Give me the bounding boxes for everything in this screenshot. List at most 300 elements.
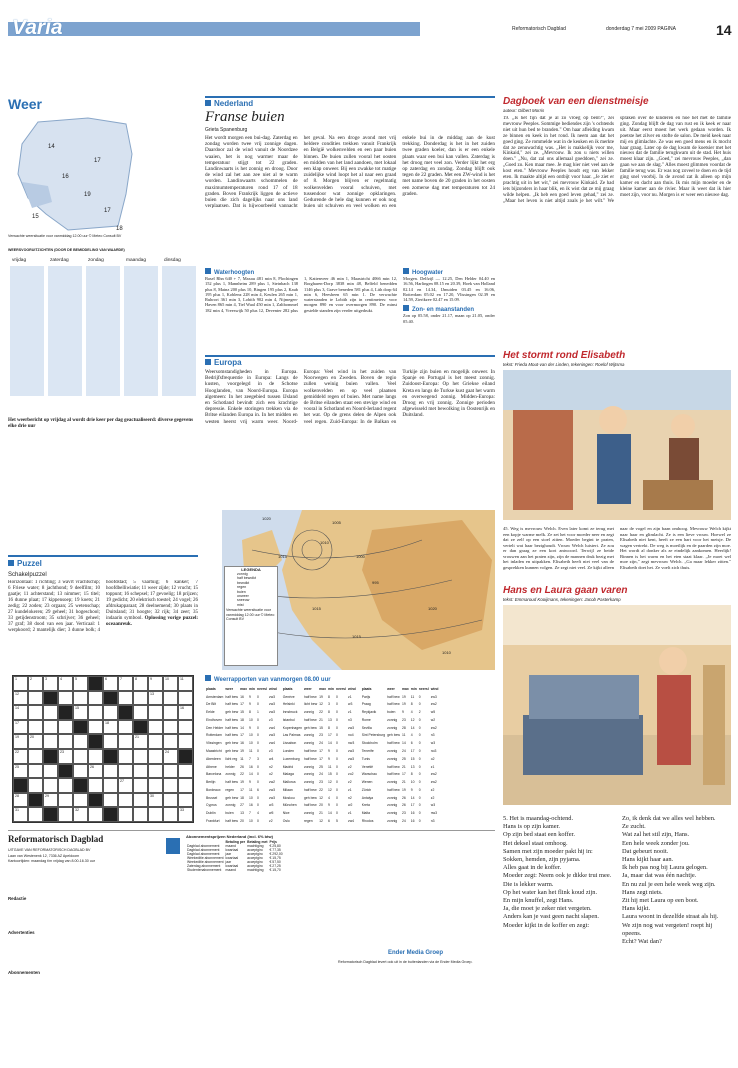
isobar-label: 1005 [332,520,341,525]
table-cell: 25 [319,764,323,769]
table-cell: Milaan [282,787,293,792]
table-cell: 17 [240,733,244,738]
table-header-cell: max [401,686,409,691]
issue-date: donderdag 7 mei 2009 PAGINA [606,26,676,32]
puzzle-title: Schakelpuzzel [8,572,47,578]
grid-cell[interactable] [148,778,163,793]
table-row [282,794,357,802]
table-header-cell: wind [269,686,277,691]
table-header-cell: neersl [418,686,429,691]
divider [8,555,198,557]
grid-cell[interactable] [103,734,118,749]
table-header-cell: plaats [282,686,293,691]
story-author: tekst: Frieda Mout-van der Linden, tekeningen: Roelof Wijtsma [503,362,625,367]
table-cell: Nice [282,811,290,816]
table-cell: 17 [319,749,323,753]
grid-cell[interactable] [133,691,148,706]
table-cell: Rhodos [361,819,374,823]
section-label: Weerrapporten van vanmorgen 08.00 uur [205,675,495,683]
grid-cell[interactable] [163,764,178,779]
grid-cell[interactable] [43,734,58,749]
grid-cell[interactable] [103,778,118,793]
table-cell: 21 [319,811,323,816]
table-cell: Mallorca [282,780,296,785]
grid-cell[interactable] [163,676,178,691]
legend-item: half bewolkt [237,576,256,581]
table-cell: 6 [410,741,413,746]
table-cell: half bew [303,749,317,753]
grid-cell[interactable] [43,778,58,793]
table-cell: Sint Petersburg [361,733,386,738]
table-cell: geh bew [225,741,239,746]
grid-cell[interactable] [163,778,178,793]
grid-cell[interactable] [118,676,133,691]
table-cell: w5 [269,811,274,816]
grid-cell[interactable] [28,764,43,779]
grid-cell[interactable] [133,764,148,779]
grid-cell[interactable] [28,691,43,706]
grid-cell[interactable] [43,705,58,720]
grid-block [118,705,133,720]
table-cell: 0 [418,811,421,816]
table-cell: half bew [303,803,317,808]
table-cell: 27 [240,803,244,808]
grid-cell[interactable] [178,793,193,808]
grid-cell[interactable] [28,720,43,735]
table-cell: zw3 [269,787,276,792]
grid-cell[interactable] [178,764,193,779]
isobar-label: 1010 [442,650,451,655]
table-cell: Madrid [282,764,294,769]
table-cell: € 15,75 [269,856,281,860]
table-cell: w3 [430,803,436,808]
weather-panel [8,96,198,441]
crossword-grid[interactable] [12,675,194,823]
grid-cell[interactable] [163,793,178,808]
table-cell: 24 [319,772,323,777]
grid-number: 32 [75,808,79,813]
story-line: Wat zal het stil zijn, Hans. [622,831,690,839]
section-label: Waterhoogten [205,268,495,276]
grid-cell[interactable] [58,793,73,808]
isobar-label: 1000 [356,554,365,559]
table-cell: 17 [410,749,415,753]
table-cell: Weekeditie abonnement [187,856,224,860]
hoogwater-body: Morgen. Delfzijl — 12.25, Den Helder 04.40 en 16.56, Harlingen 08.15 en 20.39, Hoek van Holland 02.14 en 14.34, IJmuiden 03.45 en 16.06, Rotterdam 05.02 en 17.20, Vlissingen 02.39 en 14.59, Zierikzee 02.47 en 15.09. [403,276,495,303]
table-cell: 6 [327,819,330,823]
table-cell: zonnig [387,725,398,730]
page-number: 14 [716,22,732,38]
grid-cell[interactable] [133,778,148,793]
table-cell: 21 [401,764,406,769]
grid-block [43,749,58,764]
grid-cell[interactable] [28,807,43,822]
grid-number: 3 [45,677,47,681]
table-cell: 0 [418,803,421,808]
grid-cell[interactable] [148,734,163,749]
table-cell: 21 [401,780,406,785]
grid-cell[interactable] [58,749,73,764]
table-cell: 15 [240,710,244,715]
grid-cell[interactable] [13,749,28,764]
table-cell: zw3 [269,733,276,738]
table-cell: 16 [248,803,253,808]
table-cell: 4 [257,811,259,816]
table-cell: 16 [240,694,244,699]
table-cell: half bew [225,702,238,707]
outlook-day: dinsdag [164,258,181,263]
grid-cell[interactable] [148,676,163,691]
grid-cell[interactable] [178,676,193,691]
grid-cell[interactable] [148,807,163,822]
table-header [205,685,278,693]
grid-cell[interactable] [103,793,118,808]
grid-cell[interactable] [73,793,88,808]
table-row [282,739,357,747]
grid-cell[interactable] [28,734,43,749]
grid-cell[interactable] [178,807,193,822]
grid-number: 29 [45,793,49,798]
weather-report-table [205,685,278,825]
table-cell: w5 [430,710,436,715]
table-header-cell: wind [348,686,356,691]
table-row [282,708,357,716]
table-cell: Genève [282,694,295,699]
map-temp: 16 [62,174,69,180]
grid-cell[interactable] [13,807,28,822]
table-cell: Dagblad abonnement [187,848,220,852]
story-column [503,815,612,946]
subscription-table-title: Abonnementsprijzen Nederland (incl. 6% btw) [186,834,273,839]
grid-cell[interactable] [163,749,178,764]
grid-number: 16 [180,706,184,711]
grid-cell[interactable] [148,793,163,808]
grid-cell[interactable] [73,807,88,822]
table-cell: 12 [319,819,323,823]
table-cell: half bew [387,787,400,792]
table-cell: 8 [248,710,251,715]
grid-cell[interactable] [118,807,133,822]
table-row [282,755,357,763]
table-cell: 0 [418,717,421,722]
grid-number: 9 [150,677,152,681]
table-cell: 6 [257,787,259,792]
table-cell: Istanbul [282,717,295,722]
grid-cell[interactable] [13,764,28,779]
table-cell: 9 [248,702,251,707]
grid-cell[interactable] [28,749,43,764]
grid-number: 28 [15,793,19,798]
grid-cell[interactable] [73,764,88,779]
section-label: Hoogwater [403,268,495,276]
table-cell: 4 [410,710,413,715]
story-line: Samen met zijn moeder pakt hij in: [503,847,593,855]
table-cell: 8 [327,694,330,699]
table-cell: 23 [319,780,323,785]
grid-cell[interactable] [118,720,133,735]
table-row [282,778,357,786]
table-cell: 19 [319,694,323,699]
table-cell: 0 [418,772,421,777]
grid-cell[interactable] [43,676,58,691]
grid-cell[interactable] [118,793,133,808]
story-body [503,815,731,946]
grid-cell[interactable] [118,764,133,779]
table-cell: zonnig [387,717,398,722]
grid-cell[interactable] [58,720,73,735]
grid-block [73,720,88,735]
grid-cell[interactable] [103,720,118,735]
colophon-heading: Redactie [8,896,27,901]
grid-cell[interactable] [13,734,28,749]
table-cell: half bew [303,694,317,699]
grid-cell[interactable] [148,691,163,706]
grid-cell[interactable] [73,676,88,691]
grid-cell[interactable] [88,720,103,735]
story-line: Moeder kijkt in de koffer en zegt: [503,921,590,929]
table-cell: 3 [257,756,259,761]
isobar-label: 1020 [262,516,271,521]
grid-cell[interactable] [118,778,133,793]
isobar-label: 995 [372,580,379,585]
table-cell: 9 [248,725,251,730]
grid-cell[interactable] [13,691,28,706]
grid-cell[interactable] [133,793,148,808]
table-cell: n2 [348,795,352,800]
table-row [282,786,357,794]
grid-cell[interactable] [13,676,28,691]
dagboek-section [503,96,731,346]
grid-cell[interactable] [13,705,28,720]
grid-cell[interactable] [133,734,148,749]
grid-cell[interactable] [88,764,103,779]
table-cell: 15 [327,772,332,777]
grid-cell[interactable] [88,705,103,720]
table-cell: geh bew [225,749,239,753]
table-row [361,809,440,817]
table-cell: Studentenabonnement [187,868,222,872]
article-title: Franse buien [205,109,285,125]
grid-cell[interactable] [88,691,103,706]
table-cell: 16 [248,764,253,769]
table-header-cell: Betaling per [225,840,246,844]
outlook-title: WEERSVOORUITZICHTEN (DOOR DE BEMIDDELING VAN WAARDE) [8,248,125,252]
grid-cell[interactable] [148,749,163,764]
table-cell: 26 [240,764,244,769]
table-row [282,763,357,771]
story-line: Anders kan je vast geen nacht slapen. [503,913,600,921]
outlook-day: zondag [88,258,104,263]
grid-cell[interactable] [178,778,193,793]
story-line: Hans zegt niets. [622,888,663,896]
table-cell: 0 [257,741,259,746]
table-cell: Moskou [282,795,295,800]
story-title: Het stormt rond Elisabeth [503,350,626,361]
grid-cell[interactable] [103,676,118,691]
map-temp: 17 [104,208,111,214]
table-cell: 26 [401,795,406,800]
grid-cell[interactable] [88,778,103,793]
table-cell: 12 [410,717,415,722]
table-cell: n3 [430,819,435,823]
table-cell: zw2 [269,780,276,785]
grid-cell[interactable] [103,705,118,720]
table-row [361,778,440,786]
grid-cell[interactable] [73,749,88,764]
grid-block [58,764,73,779]
table-cell: half bew [225,694,238,699]
table-row [361,693,440,701]
grid-cell[interactable] [178,720,193,735]
grid-cell[interactable] [178,691,193,706]
table-cell: 10 [248,795,253,800]
grid-cell[interactable] [163,807,178,822]
story-author: tekst: Emmaroud Kooijmans, tekeningen: Jacob Pasterkamp [503,597,621,602]
grid-cell[interactable] [133,749,148,764]
story-line: Moeder zegt: Neem ook je dikke trui mee. [503,872,612,880]
grid-cell[interactable] [43,720,58,735]
table-header-cell: neersl [336,686,346,691]
table-cell: Eindhoven [206,717,223,722]
table-cell: Luxemburg [282,756,300,761]
section-label: Zon- en maanstanden [403,305,495,313]
table-cell: € 15,70 [269,868,281,872]
table-cell: Sevilla [361,725,372,730]
table-row [205,770,278,778]
table-cell: 18 [240,717,244,722]
grid-cell[interactable] [73,691,88,706]
grid-cell[interactable] [133,807,148,822]
grid-cell[interactable] [178,734,193,749]
table-cell: 0 [336,787,338,792]
table-cell: o2 [430,756,435,761]
table-cell: half bew [225,733,238,738]
table-cell: buien [225,811,234,816]
grid-cell[interactable] [163,705,178,720]
table-cell: zw3 [348,749,355,753]
table-cell: Parijs [361,694,371,699]
grid-cell[interactable] [163,734,178,749]
table-cell: 9 [327,803,330,808]
grid-cell[interactable] [118,749,133,764]
table-row [205,778,278,786]
table-cell: 19 [240,780,244,785]
grid-cell[interactable] [73,734,88,749]
grid-cell[interactable] [133,676,148,691]
table-cell: Oslo [282,819,290,823]
grid-cell[interactable] [28,705,43,720]
table-cell: 20 [240,819,244,823]
grid-cell[interactable] [13,793,28,808]
table-cell: 0 [418,795,421,800]
table-cell: 0 [257,702,259,707]
grid-cell[interactable] [148,764,163,779]
table-cell: kwartaal [225,864,239,868]
table-cell: 4 [327,795,330,800]
grid-cell[interactable] [58,778,73,793]
grid-cell[interactable] [73,705,88,720]
grid-cell[interactable] [163,691,178,706]
table-cell: z2 [348,764,352,769]
grid-cell[interactable] [58,676,73,691]
story-title: Dagboek van een dienstmeisje [503,96,649,107]
table-cell: 19 [401,702,406,707]
table-row [205,739,278,747]
divider [205,355,495,357]
grid-cell[interactable] [43,764,58,779]
table-row [361,716,440,724]
story-column [622,815,731,946]
outlook-day: zaterdag [50,258,69,263]
table-row [205,809,278,817]
legend-item: buien [237,589,246,594]
grid-cell[interactable] [148,705,163,720]
table-cell: 10 [410,780,415,785]
grid-cell[interactable] [88,807,103,822]
table-row [282,716,357,724]
table-cell: Kreta [361,803,370,808]
grid-cell[interactable] [133,705,148,720]
table-cell: half bew [387,702,400,707]
table-cell: 8 [410,702,413,707]
grid-cell[interactable] [58,691,73,706]
grid-cell[interactable] [28,676,43,691]
table-cell: 0 [257,717,259,722]
table-cell: 21 [319,717,323,722]
table-cell: 14 [401,741,406,746]
map-caption: Verwachte weersituatie voor vanmiddag 12.00 uur © Meteo Consult BV [8,234,122,238]
table-cell: jaar [225,860,232,864]
publisher-name: Reformatorisch Dagblad [512,26,566,32]
table-cell: 0 [257,795,259,800]
grid-cell[interactable] [163,720,178,735]
table-cell: Athene [206,764,217,769]
table-row [361,732,440,740]
grid-cell[interactable] [28,778,43,793]
grid-number: 24 [165,750,169,754]
table-cell: 11 [410,694,415,699]
grid-cell[interactable] [178,705,193,720]
grid-cell[interactable] [13,720,28,735]
grid-cell[interactable] [58,734,73,749]
grid-block [88,793,103,808]
grid-cell[interactable] [118,691,133,706]
table-cell: half bew [387,772,400,777]
grid-cell[interactable] [88,749,103,764]
grid-cell[interactable] [58,807,73,822]
table-cell: 28 [401,725,406,730]
grid-number: 8 [135,677,137,681]
grid-cell[interactable] [43,793,58,808]
table-cell: 11 [240,756,244,761]
grid-number: 7 [120,677,122,681]
table-cell: no4 [348,733,354,738]
outlook-day: vrijdag [12,258,27,263]
puzzle-clues-vertical: Verticaal: 1 werpkoord; 2 mantelijk dier; 3 dunne bolk; 4 hoofdstad; 5 vaartuig; 6 kanker; 7 hoofdbelliwiatie; 11 weer zijde; 12 vrucht; 15 toppunt; 16 schepsel; 17 gevoelig; 18 prijzen; 19 gedicht; 20 elektrisch toestel; 24 vogel; 26 afdrukapparaat; 28 deelnemend; 30 plaats in Duitsland; 31 hoogte; 32 rijk; 34 zeer; 35 indaarin symbool. [8,580,198,633]
table-cell: 12 [327,787,332,792]
grid-cell[interactable] [148,720,163,735]
table-cell: Malta [361,811,371,816]
table-cell: zw2 [430,725,437,730]
grid-cell[interactable] [103,764,118,779]
table-cell: 2 [418,710,421,715]
grid-number: 1 [15,677,17,681]
table-cell: machtiging [247,868,264,872]
colophon-hours: Kantoortijden: maandag t/m vrijdag van 8.00-16.30 uur [8,859,95,863]
grid-cell[interactable] [118,734,133,749]
table-cell: 26 [401,803,406,808]
outlook-cell [162,266,196,396]
